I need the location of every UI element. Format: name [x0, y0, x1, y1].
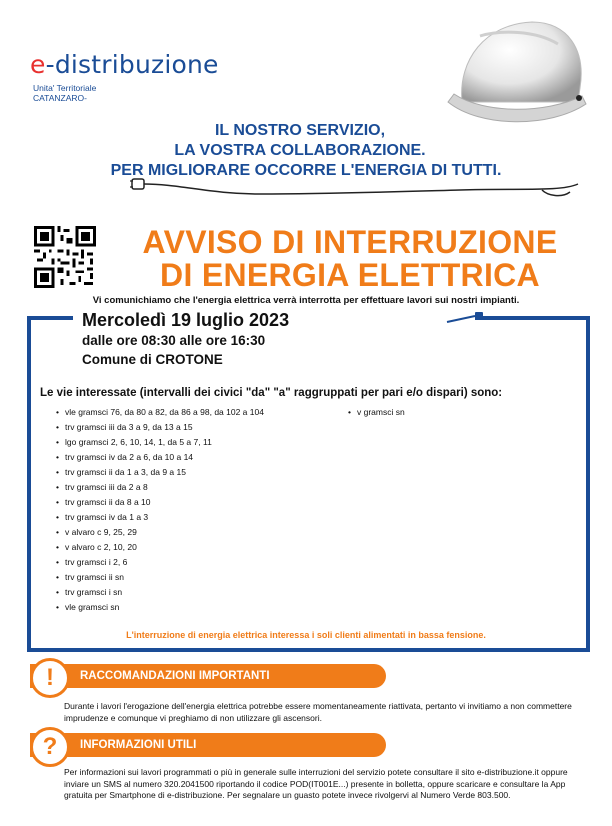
street-item: • trv gramsci iii da 2 a 8: [56, 482, 296, 492]
plug-cable-decoration: [130, 170, 590, 204]
low-voltage-note: L'interruzione di energia elettrica interessa i soli clienti alimentati in bassa fensione.: [126, 630, 486, 640]
street-item: • trv gramsci ii sn: [56, 572, 296, 582]
interruption-date: Mercoledì 19 luglio 2023: [82, 310, 290, 330]
box-top-left-border: [27, 316, 73, 320]
helmet-image: [440, 10, 590, 130]
streets-list-col2: [348, 407, 405, 422]
street-item: • trv gramsci iii da 3 a 9, da 13 a 15: [56, 422, 296, 432]
street-item: • trv gramsci iv da 1 a 3: [56, 512, 296, 522]
info-text: Per informazioni sui lavori programmati o più in generale sulle interruzioni del servizio potete consultare il sito e-distribuzione.it oppure inviare un SMS al numero 320.2041500 riportando il codice POD(IT001E...) presente in bolletta, oppure scaricare e consultare la App gratuita per Smartphone di e-distribuzione. Per segnalare un guasto potete invece rivolgervi al Numero Verde 803.500.: [64, 767, 568, 800]
comune-name: CROTONE: [155, 352, 223, 367]
title-line-2: DI ENERGIA ELETTRICA: [160, 257, 540, 293]
logo-e: e: [30, 50, 46, 79]
street-item: • vle gramsci sn: [56, 602, 296, 612]
box-top-right-border: [475, 316, 586, 320]
street-item: • lgo gramsci 2, 6, 10, 14, 1, da 5 a 7, 11: [56, 437, 296, 447]
street-item: • v alvaro c 2, 10, 20: [56, 542, 296, 552]
street-item: • trv gramsci i sn: [56, 587, 296, 597]
street-item: • trv gramsci i 2, 6: [56, 557, 296, 567]
unit-label: Unita' Territoriale: [33, 83, 97, 93]
notice-title: [100, 226, 600, 292]
recommendations-text: Durante i lavori l'erogazione dell'energia elettrica potrebbe essere momentaneamente riattivata, pertanto vi invitiamo a non commettere imprudenze e comunque vi preghiamo di non utilizzare gli ascensori.: [64, 701, 572, 723]
title-line-1: AVVISO DI INTERRUZIONE: [142, 224, 558, 260]
box-cable-icon: [445, 310, 490, 324]
unit-name: CATANZARO-: [33, 93, 87, 103]
street-item: • trv gramsci iv da 2 a 6, da 10 a 14: [56, 452, 296, 462]
recommendations-banner: [30, 664, 386, 688]
territorial-unit: [33, 83, 96, 103]
street-item: • trv gramsci ii da 1 a 3, da 9 a 15: [56, 467, 296, 477]
comune-label: Comune di: [82, 352, 152, 367]
tagline-line-1: IL NOSTRO SERVIZIO,: [214, 122, 386, 139]
exclamation-icon: !: [30, 658, 70, 698]
tagline-line-3: PER MIGLIORARE OCCORRE L'ENERGIA DI TUTTI.: [110, 162, 502, 179]
street-item: • vle gramsci 76, da 80 a 82, da 86 a 98, da 102 a 104: [56, 407, 296, 417]
street-item: • v gramsci sn: [348, 407, 405, 417]
intro-text: Vi comunichiamo che l'energia elettrica verrà interrotta per effettuare lavori sui nostri impianti.: [92, 295, 520, 306]
qr-code[interactable]: [34, 226, 96, 288]
interruption-hours: dalle ore 08:30 alle ore 16:30: [82, 333, 266, 348]
tagline-line-2: LA VOSTRA COLLABORAZIONE.: [174, 142, 426, 159]
logo-text: -distribuzione: [45, 50, 219, 79]
info-banner: [30, 733, 386, 757]
recommendations-title: RACCOMANDAZIONI IMPORTANTI: [80, 670, 270, 682]
e-distribuzione-logo: [30, 50, 219, 79]
streets-list-col1: [56, 407, 296, 617]
streets-header: Le vie interessate (intervalli dei civici "da" "a" raggruppati per pari e/o dispari) sono:: [40, 387, 503, 399]
street-item: • trv gramsci ii da 8 a 10: [56, 497, 296, 507]
comune-line: [82, 352, 223, 367]
info-title: INFORMAZIONI UTILI: [80, 739, 197, 751]
street-item: • v alvaro c 9, 25, 29: [56, 527, 296, 537]
question-icon: ?: [30, 727, 70, 767]
